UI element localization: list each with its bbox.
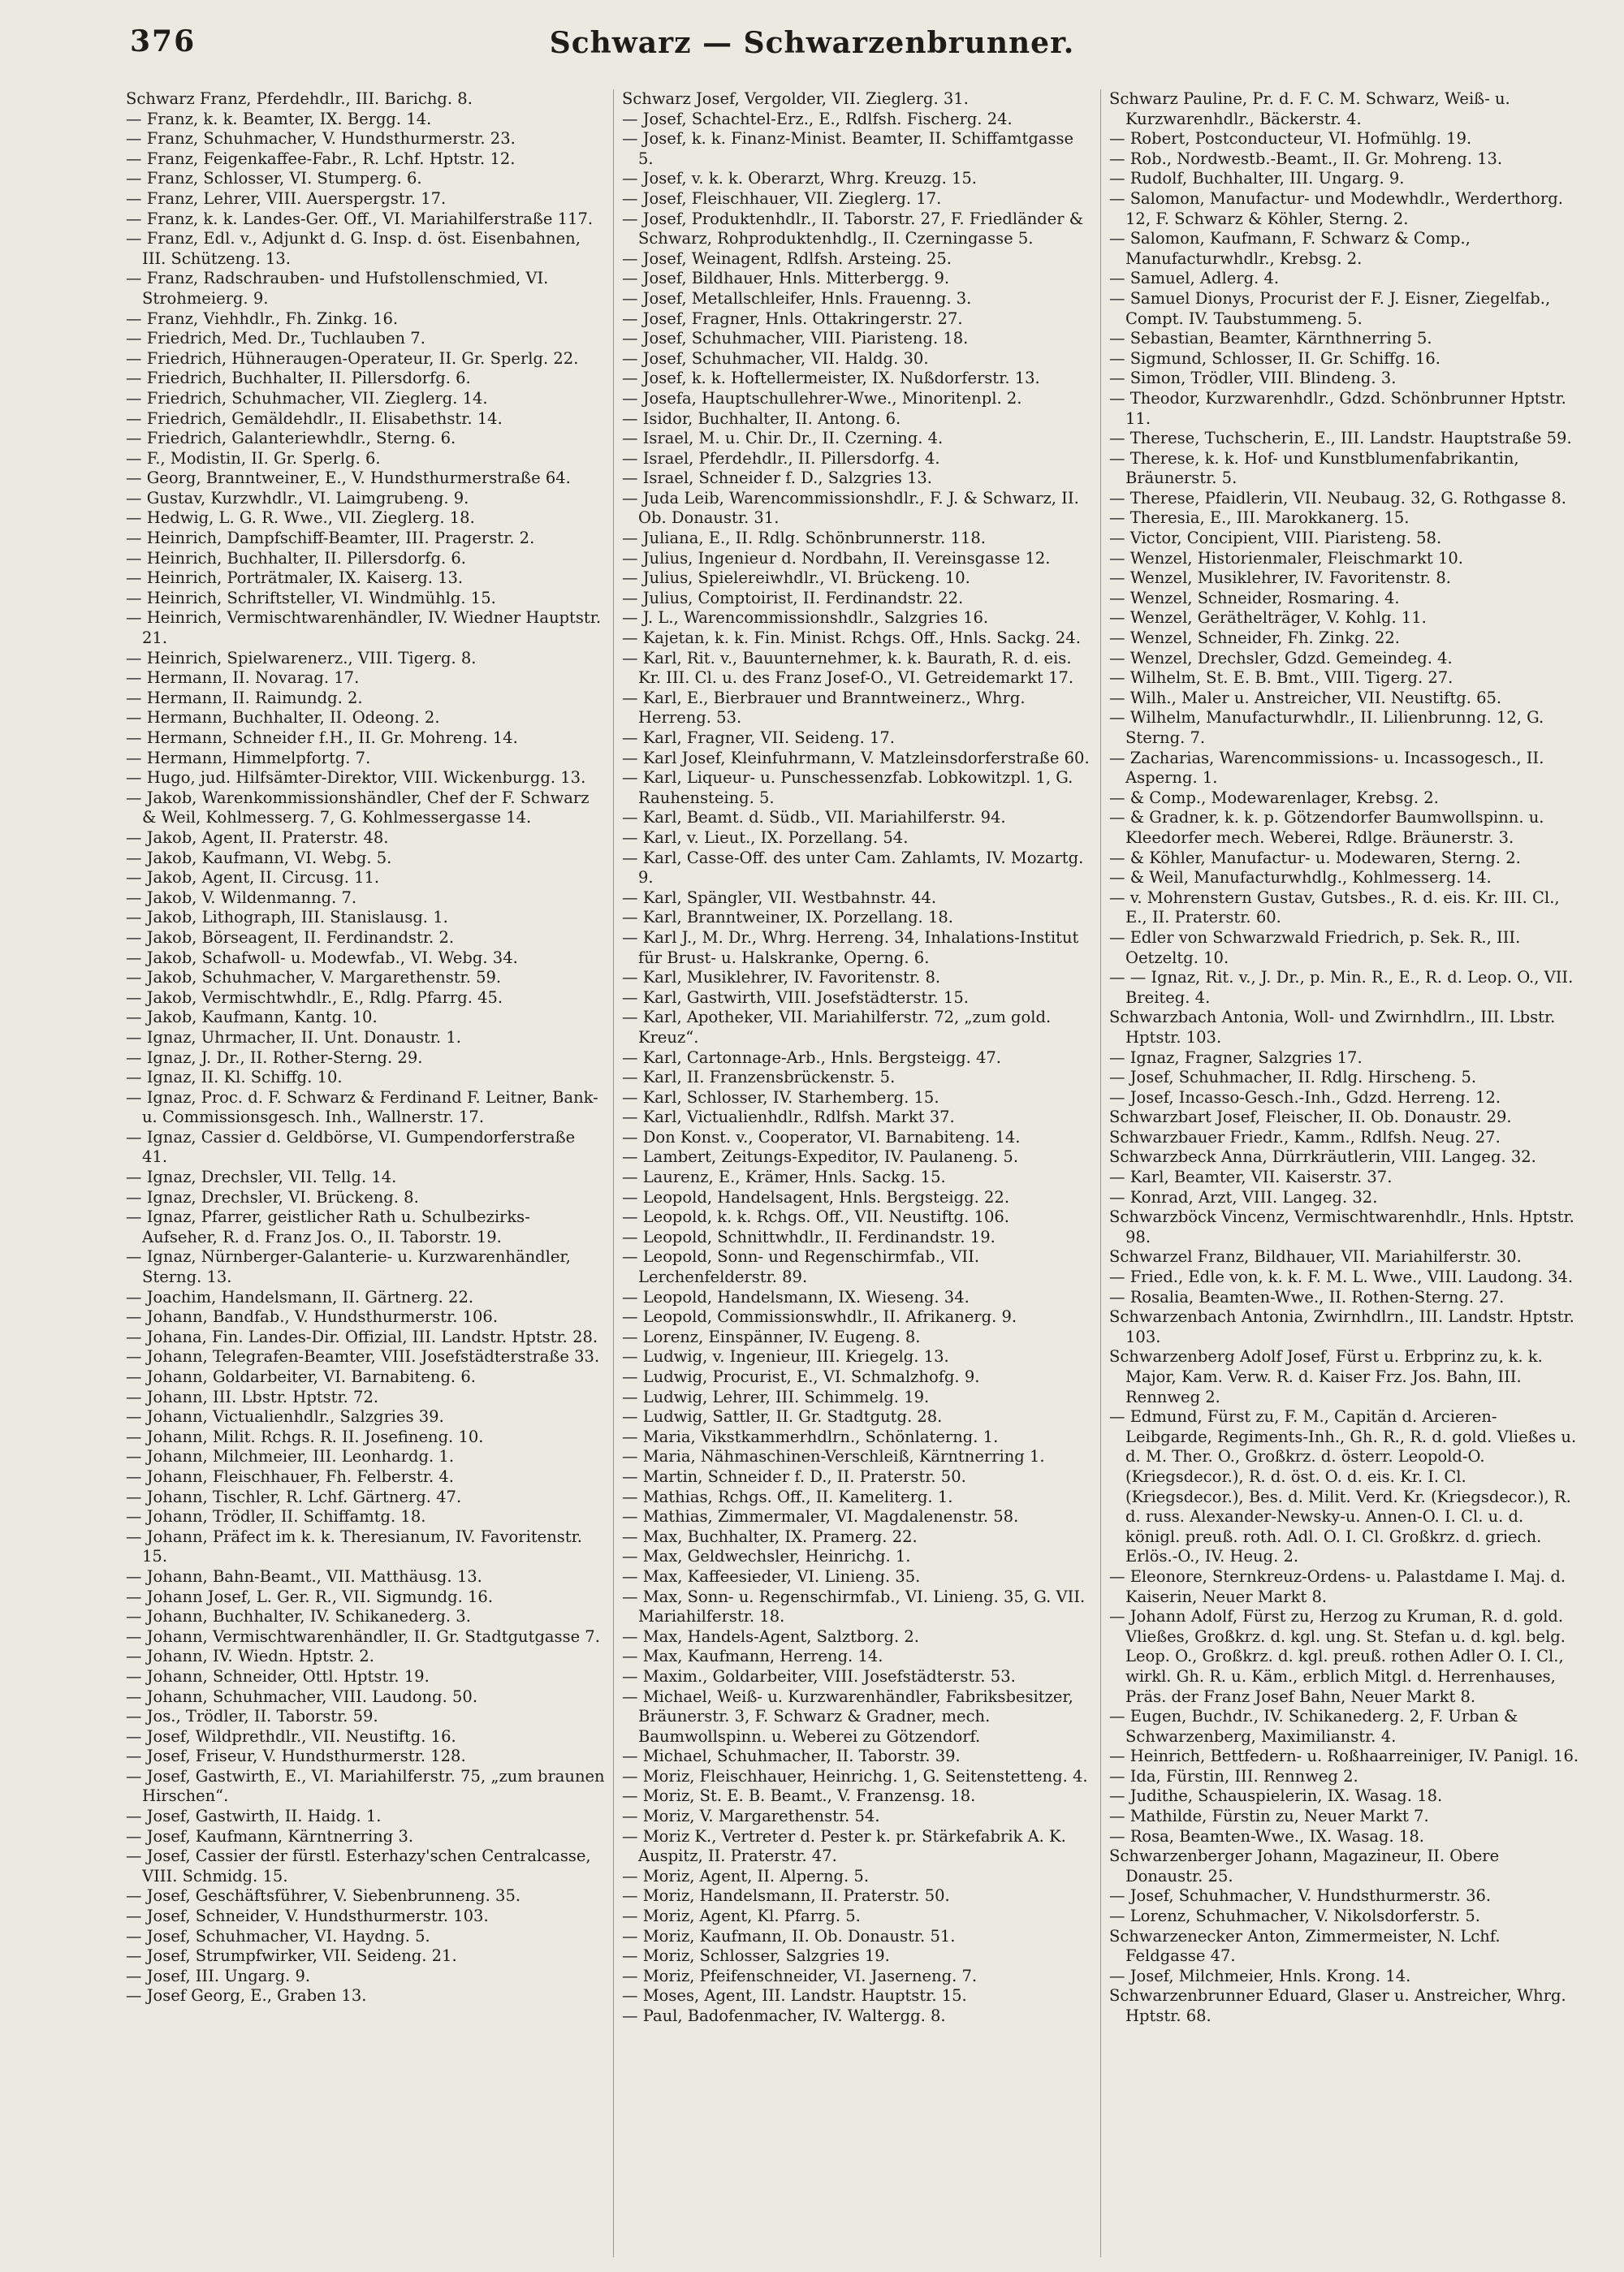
directory-entry: — Mathias, Zimmermaler, VI. Magdalenenstr. 58. (622, 1507, 1019, 1527)
directory-entry: — Jakob, Warenkommissionshändler, Chef der F. Schwarz & Weil, Kohlmesserg. 7, G. Kohlmessergasse 14. (126, 788, 590, 827)
directory-entry: — Moses, Agent, III. Landstr. Hauptstr. 15. (622, 1986, 967, 2006)
directory-entry: — Hermann, Schneider f.H., II. Gr. Mohreng. 14. (126, 728, 518, 747)
directory-entry: — Josef, Milchmeier, Hnls. Krong. 14. (1109, 1966, 1411, 1985)
directory-entry: — Josef, Fleischhauer, VII. Zieglerg. 17. (622, 188, 942, 208)
directory-entry: — & Weil, Manufacturwhdlg., Kohlmesserg. 14. (1109, 868, 1492, 888)
directory-entry: — Samuel, Adlerg. 4. (1109, 269, 1280, 288)
directory-entry: — Jakob, Börseagent, II. Ferdinandstr. 2. (126, 927, 455, 947)
directory-entry: — Therese, Tuchscherin, E., III. Landstr. Hauptstraße 59. (1109, 429, 1572, 448)
directory-entry: — Karl, Schlosser, IV. Starhemberg. 15. (622, 1087, 939, 1107)
directory-entry: — Fried., Edle von, k. k. F. M. L. Wwe., VIII. Laudong. 34. (1109, 1268, 1574, 1287)
directory-entry: — Moriz, Fleischhauer, Heinrichg. 1, G. Seitenstetteng. 4. (622, 1766, 1088, 1786)
directory-entry: — Simon, Trödler, VIII. Blindeng. 3. (1109, 369, 1397, 388)
directory-entry: — Ignaz, J. Dr., II. Rother-Sterng. 29. (126, 1047, 423, 1067)
directory-entry: — & Gradner, k. k. p. Götzendorfer Baumwollspinn. u. Kleedorfer mech. Weberei, Rdlge. Bräunerstr. 3. (1109, 808, 1544, 847)
directory-entry: — Johann, Bandfab., V. Hundsthurmerstr. 106. (126, 1307, 499, 1327)
directory-entry: — Lorenz, Einspänner, IV. Eugeng. 8. (622, 1327, 921, 1346)
directory-entry: — Josef, Gastwirth, II. Haidg. 1. (126, 1807, 382, 1826)
directory-entry: — Michael, Schuhmacher, II. Taborstr. 39. (622, 1747, 961, 1766)
directory-entry: — Kajetan, k. k. Fin. Minist. Rchgs. Off., Hnls. Sackg. 24. (622, 628, 1081, 648)
directory-entry: — Karl, Spängler, VII. Westbahnstr. 44. (622, 888, 937, 907)
directory-entry: Schwarzenbach Antonia, Zwirnhdlrn., III. Landstr. Hptstr. 103. (1109, 1307, 1574, 1346)
directory-entry: — Sigmund, Schlosser, II. Gr. Schiffg. 16. (1109, 348, 1440, 368)
directory-entry: — Johann, Milit. Rchgs. R. II. Josefineng. 10. (126, 1427, 484, 1446)
directory-entry: — Moriz, Agent, Kl. Pfarrg. 5. (622, 1907, 861, 1926)
directory-entry: — Johann, Tischler, R. Lchf. Gärtnerg. 47. (126, 1487, 462, 1506)
directory-entry: — Robert, Postconducteur, VI. Hofmühlg. 19. (1109, 129, 1472, 149)
directory-entry: — Laurenz, E., Krämer, Hnls. Sackg. 15. (622, 1168, 946, 1187)
directory-entry: — Franz, Viehhdlr., Fh. Zinkg. 16. (126, 309, 399, 328)
directory-entry: — Josef, Incasso-Gesch.-Inh., Gdzd. Herreng. 12. (1109, 1087, 1501, 1107)
directory-entry: — Jakob, Vermischtwhdlr., E., Rdlg. Pfarrg. 45. (126, 987, 503, 1007)
directory-entry: — Johana, Fin. Landes-Dir. Offizial, III. Landstr. Hptstr. 28. (126, 1327, 598, 1346)
directory-entry: — Wenzel, Musiklehrer, IV. Favoritenstr. 8. (1109, 568, 1451, 588)
directory-entry: — Johann, Bahn-Beamt., VII. Matthäusg. 13. (126, 1566, 482, 1586)
directory-entry: — Wenzel, Historienmaler, Fleischmarkt 10. (1109, 548, 1463, 568)
directory-entry: — Therese, k. k. Hof- und Kunstblumenfabrikantin, Bräunerstr. 5. (1109, 448, 1519, 488)
directory-entry: — Maria, Nähmaschinen-Verschleiß, Kärntnerring 1. (622, 1447, 1045, 1466)
directory-entry: — Karl, v. Lieut., IX. Porzellang. 54. (622, 827, 909, 847)
directory-entry: — Josef, Kaufmann, Kärntnerring 3. (126, 1826, 414, 1846)
directory-entry: — Rosa, Beamten-Wwe., IX. Wasag. 18. (1109, 1826, 1424, 1846)
directory-entry: — Moriz, Schlosser, Salzgries 19. (622, 1946, 890, 1966)
directory-entry: — Franz, Feigenkaffee-Fabr., R. Lchf. Hptstr. 12. (126, 149, 516, 168)
directory-entry: — Heinrich, Bettfedern- u. Roßhaarreiniger, IV. Panigl. 16. (1109, 1747, 1579, 1766)
directory-entry: — Karl J., M. Dr., Whrg. Herreng. 34, Inhalations-Institut für Brust- u. Halskranke, Operng. 6. (622, 927, 1079, 967)
directory-entry: — Johann, Präfect im k. k. Theresianum, IV. Favoritenstr. 15. (126, 1527, 583, 1566)
directory-entry: — Franz, Schlosser, VI. Stumperg. 6. (126, 169, 422, 188)
directory-entry: — Josefa, Hauptschullehrer-Wwe., Minoritenpl. 2. (622, 388, 1022, 408)
directory-entry: — — Ignaz, Rit. v., J. Dr., p. Min. R., E., R. d. Leop. O., VII. Breiteg. 4. (1109, 968, 1574, 1007)
directory-entry: — Ignaz, Proc. d. F. Schwarz & Ferdinand F. Leitner, Bank- u. Commissionsgesch. Inh., Wallnerstr. 17. (126, 1087, 598, 1127)
directory-entry: — Johann, Milchmeier, III. Leonhardg. 1. (126, 1447, 455, 1466)
directory-entry: — Johann, Buchhalter, IV. Schikanederg. 3. (126, 1607, 471, 1626)
directory-entry: — Hermann, II. Raimundg. 2. (126, 688, 363, 707)
directory-entry: — Ludwig, Sattler, II. Gr. Stadtgutg. 28. (622, 1407, 943, 1427)
directory-entry: Schwarzenecker Anton, Zimmermeister, N. Lchf. Feldgasse 47. (1109, 1926, 1501, 1966)
directory-entry: — Julius, Comptoirist, II. Ferdinandstr. 22. (622, 588, 964, 607)
directory-entry: — Jakob, V. Wildenmanng. 7. (126, 888, 357, 907)
directory-entry: — Judithe, Schauspielerin, IX. Wasag. 18. (1109, 1786, 1443, 1806)
directory-entry: — Friedrich, Galanteriewhdlr., Sterng. 6. (126, 429, 456, 448)
directory-entry: — Karl, Casse-Off. des unter Cam. Zahlamts, IV. Mozartg. 9. (622, 848, 1084, 888)
column-middle (613, 89, 1100, 2257)
directory-entry: — Lorenz, Schuhmacher, V. Nikolsdorferstr. 5. (1109, 1907, 1480, 1926)
directory-entry: — Max, Sonn- u. Regenschirmfab., VI. Linieng. 35, G. VII. Mariahilferstr. 18. (622, 1587, 1086, 1626)
directory-entry: — Moriz, Kaufmann, II. Ob. Donaustr. 51. (622, 1926, 956, 1946)
directory-entry: — Karl, Victualienhdlr., Rdlfsh. Markt 37. (622, 1108, 955, 1127)
directory-entry: — Eleonore, Sternkreuz-Ordens- u. Palastdame I. Maj. d. Kaiserin, Neuer Markt 8. (1109, 1566, 1566, 1606)
directory-entry: Schwarzbart Josef, Fleischer, II. Ob. Donaustr. 29. (1109, 1108, 1512, 1127)
directory-entry: — Moriz, V. Margarethenstr. 54. (622, 1807, 880, 1826)
directory-entry: — Leopold, Sonn- und Regenschirmfab., VII. Lerchenfelderstr. 89. (622, 1247, 980, 1287)
directory-entry: — Johann Josef, L. Ger. R., VII. Sigmundg. 16. (126, 1587, 494, 1606)
directory-entry: — Max, Kaufmann, Herreng. 14. (622, 1647, 883, 1666)
running-head: Schwarz — Schwarzenbrunner. (549, 26, 1075, 60)
directory-entry: — Josef, Schuhmacher, VIII. Piaristeng. 18. (622, 329, 969, 348)
directory-entry: — Josef Georg, E., Graben 13. (126, 1986, 367, 2006)
directory-entry: — Ignaz, Fragner, Salzgries 17. (1109, 1047, 1363, 1067)
directory-entry: — Gustav, Kurzwhdlr., VI. Laimgrubeng. 9. (126, 488, 469, 508)
directory-entry: Schwarzenberger Johann, Magazineur, II. Obere Donaustr. 25. (1109, 1847, 1500, 1885)
directory-entry: — Jakob, Lithograph, III. Stanislausg. 1. (126, 908, 448, 927)
directory-entry: — Karl, Apotheker, VII. Mariahilferstr. 72, „zum gold. Kreuz“. (622, 1008, 1052, 1047)
directory-entry: — Josef, k. k. Hoftellermeister, IX. Nußdorferstr. 13. (622, 369, 1040, 388)
directory-entry: — Heinrich, Porträtmaler, IX. Kaiserg. 13. (126, 568, 464, 588)
directory-entry: — Josef, Schachtel-Erz., E., Rdlfsh. Fischerg. 24. (622, 109, 1013, 128)
directory-entry: — Max, Buchhalter, IX. Pramerg. 22. (622, 1527, 918, 1546)
directory-entry: — Lambert, Zeitungs-Expeditor, IV. Paulaneng. 5. (622, 1147, 1019, 1167)
directory-entry: — Johann, Schneider, Ottl. Hptstr. 19. (126, 1666, 430, 1686)
directory-entry: — Karl, II. Franzensbrückenstr. 5. (622, 1068, 896, 1087)
directory-entry: Schwarzböck Vincenz, Vermischtwarenhdlr., Hnls. Hptstr. 98. (1109, 1207, 1574, 1246)
directory-entry: — Ludwig, Procurist, E., VI. Schmalzhofg. 9. (622, 1367, 980, 1386)
directory-entry: — Johann, Schuhmacher, VIII. Laudong. 50. (126, 1687, 478, 1706)
directory-entry: — Victor, Concipient, VIII. Piaristeng. 58. (1109, 529, 1442, 548)
directory-entry: — Leopold, Schnittwhdlr., II. Ferdinandstr. 19. (622, 1227, 996, 1246)
directory-entry: — Edler von Schwarzwald Friedrich, p. Sek. R., III. Oetzeltg. 10. (1109, 927, 1521, 967)
directory-entry: — Wilhelm, Manufacturwhdlr., II. Lilienbrunng. 12, G. Sterng. 7. (1109, 708, 1544, 747)
directory-entry: — Don Konst. v., Cooperator, VI. Barnabiteng. 14. (622, 1127, 1021, 1147)
directory-entry: — Michael, Weiß- u. Kurzwarenhändler, Fabriksbesitzer, Bräunerstr. 3, F. Schwarz & Gradner, mech. Baumwollspinn. u. Weberei zu Götzendorf. (622, 1687, 1073, 1746)
directory-entry: — Franz, Lehrer, VIII. Auerspergstr. 17. (126, 188, 447, 208)
directory-entry: — Heinrich, Spielwarenerz., VIII. Tigerg. 8. (126, 648, 477, 667)
directory-entry: — Johann, III. Lbstr. Hptstr. 72. (126, 1387, 379, 1406)
directory-entry: — Josef, Strumpfwirker, VII. Seideng. 21. (126, 1946, 457, 1966)
directory-entry: — F., Modistin, II. Gr. Sperlg. 6. (126, 448, 381, 468)
directory-entry: — Leopold, Handelsmann, IX. Wieseng. 34. (622, 1287, 970, 1307)
directory-entry: — Rob., Nordwestb.-Beamt., II. Gr. Mohreng. 13. (1109, 149, 1503, 168)
directory-entry: — Karl, Gastwirth, VIII. Josefstädterstr. 15. (622, 987, 969, 1007)
directory-entry: — Jakob, Agent, II. Circusg. 11. (126, 868, 380, 888)
directory-entry: — Josef, Gastwirth, E., VI. Mariahilferstr. 75, „zum braunen Hirschen“. (126, 1766, 605, 1806)
directory-entry: — Jakob, Schafwoll- u. Modewfab., VI. Webg. 34. (126, 948, 518, 967)
directory-entry: — Franz, Radschrauben- und Hufstollenschmied, VI. Strohmeierg. 9. (126, 269, 549, 308)
directory-entry: — Hermann, Buchhalter, II. Odeong. 2. (126, 708, 440, 728)
directory-entry: — Max, Handels-Agent, Salztborg. 2. (622, 1626, 919, 1646)
directory-entry: — Moriz, Pfeifenschneider, VI. Jaserneng. 7. (622, 1966, 978, 1985)
directory-entry: — Friedrich, Gemäldehdlr., II. Elisabethstr. 14. (126, 408, 503, 428)
directory-entry: — Mathilde, Fürstin zu, Neuer Markt 7. (1109, 1807, 1429, 1826)
directory-entry: Schwarzbauer Friedr., Kamm., Rdlfsh. Neug. 27. (1109, 1127, 1501, 1147)
directory-entry: — Johann Adolf, Fürst zu, Herzog zu Kruman, R. d. gold. Vließes, Großkrz. d. kgl. ung. St. Stefan u. d. kgl. belg. Leop. O., Großkrz. d. kgl. preuß. rothen Adler O. I. Cl., wirkl. Gh. R. u. Käm., erblich Mitgl. d. Herrenhauses, Präs. der Franz Josef Bahn, Neuer Markt 8. (1109, 1607, 1566, 1706)
directory-entry: — & Comp., Modewarenlager, Krebsg. 2. (1109, 788, 1439, 807)
directory-entry: — Edmund, Fürst zu, F. M., Capitän d. Arcieren-Leibgarde, Regiments-Inh., Gh. R., R. d. gold. Vließes u. d. M. Ther. O., Großkrz. d. österr. Leopold-O. (Kriegsdecor.), R. d. öst. O. d. eis. Kr. I. Cl. (Kriegsdecor.), Bes. d. Milit. Verd. Kr. (Kriegsdecor.), R. d. russ. Alexander-Newsky-u. Annen-O. I. Cl. u. d. königl. preuß. roth. Adl. O. I. Cl. Großkrz. d. griech. Erlös.-O., IV. Heug. 2. (1109, 1407, 1577, 1566)
directory-entry: — Friedrich, Buchhalter, II. Pillersdorfg. 6. (126, 369, 471, 388)
directory-entry: — Konrad, Arzt, VIII. Langeg. 32. (1109, 1187, 1378, 1207)
directory-entry: — Johann, Victualienhdlr., Salzgries 39. (126, 1407, 444, 1427)
directory-entry: — Franz, k. k. Beamter, IX. Bergg. 14. (126, 109, 432, 128)
directory-entry: — Jakob, Kaufmann, VI. Webg. 5. (126, 848, 392, 867)
directory-entry: — Karl, Cartonnage-Arb., Hnls. Bergsteigg. 47. (622, 1047, 1002, 1067)
directory-entry: — Josef, Schuhmacher, VI. Haydng. 5. (126, 1926, 430, 1946)
directory-entry: — Johann, Trödler, II. Schiffamtg. 18. (126, 1507, 426, 1527)
directory-entry: — Leopold, Handelsagent, Hnls. Bergsteigg. 22. (622, 1187, 1010, 1207)
directory-entry: — Friedrich, Med. Dr., Tuchlauben 7. (126, 329, 425, 348)
directory-entry: — Maria, Vikstkammerhdlrn., Schönlaterng. 1. (622, 1427, 999, 1446)
directory-entry: — Ida, Fürstin, III. Rennweg 2. (1109, 1766, 1358, 1786)
directory-entry: — Hugo, jud. Hilfsämter-Direktor, VIII. Wickenburgg. 13. (126, 768, 586, 788)
directory-entry: — Josef, Geschäftsführer, V. Siebenbrunneng. 35. (126, 1886, 521, 1906)
directory-entry: — Franz, Edl. v., Adjunkt d. G. Insp. d. öst. Eisenbahnen, III. Schützeng. 13. (126, 229, 581, 268)
directory-entry: Schwarzel Franz, Bildhauer, VII. Mariahilferstr. 30. (1109, 1247, 1522, 1267)
directory-entry: — Hedwig, L. G. R. Wwe., VII. Zieglerg. 18. (126, 508, 475, 528)
directory-entry: — Josef, Fragner, Hnls. Ottakringerstr. 27. (622, 309, 963, 328)
directory-entry: — Therese, Pfaidlerin, VII. Neubaug. 32, G. Rothgasse 8. (1109, 488, 1566, 508)
directory-entry: — Josef, Schuhmacher, II. Rdlg. Hirscheng. 5. (1109, 1068, 1477, 1087)
directory-entry: Schwarzbach Antonia, Woll- und Zwirnhdlrn., III. Lbstr. Hptstr. 103. (1109, 1008, 1556, 1047)
directory-entry: — Friedrich, Schuhmacher, VII. Zieglerg. 14. (126, 388, 488, 408)
directory-entry: — Leopold, Commissionswhdlr., II. Afrikanerg. 9. (622, 1307, 1017, 1327)
directory-entry: — Zacharias, Warencommissions- u. Incassogesch., II. Asperng. 1. (1109, 748, 1544, 788)
directory-entry: — Sebastian, Beamter, Kärnthnerring 5. (1109, 329, 1432, 348)
directory-entry: — Ludwig, v. Ingenieur, III. Kriegelg. 13. (622, 1347, 949, 1367)
directory-entry: — Max, Geldwechsler, Heinrichg. 1. (622, 1547, 911, 1566)
directory-entry: — Wenzel, Drechsler, Gdzd. Gemeindeg. 4. (1109, 648, 1453, 667)
directory-entry: — Heinrich, Buchhalter, II. Pillersdorfg. 6. (126, 548, 466, 568)
directory-entry: — Jakob, Kaufmann, Kantg. 10. (126, 1008, 378, 1027)
directory-entry: — Moriz, St. E. B. Beamt., V. Franzensg. 18. (622, 1786, 976, 1806)
directory-entry: — Moriz, Agent, II. Alperng. 5. (622, 1866, 870, 1885)
page-number: 376 (130, 24, 197, 58)
directory-entry: — Ignaz, Nürnberger-Galanterie- u. Kurzwarenhändler, Sterng. 13. (126, 1247, 571, 1287)
directory-entry: — Salomon, Manufactur- und Modewhdlr., Werderthorg. 12, F. Schwarz & Köhler, Sterng. 2. (1109, 188, 1563, 228)
directory-entry: — Theodor, Kurzwarenhdlr., Gdzd. Schönbrunner Hptstr. 11. (1109, 388, 1566, 428)
directory-entry: — Moriz, Handelsmann, II. Praterstr. 50. (622, 1886, 950, 1906)
directory-entry: — Josef, Wildprethdlr., VII. Neustiftg. 16. (126, 1726, 456, 1746)
directory-entry: Schwarzbeck Anna, Dürrkräutlerin, VIII. Langeg. 32. (1109, 1147, 1536, 1167)
directory-entry: — Joachim, Handelsmann, II. Gärtnerg. 22. (126, 1287, 474, 1307)
directory-entry: — Karl, Rit. v., Bauunternehmer, k. k. Baurath, R. d. eis. Kr. III. Cl. u. des Franz Josef-O., VI. Getreidemarkt 17. (622, 648, 1074, 688)
directory-entry: — Franz, Schuhmacher, V. Hundsthurmerstr. 23. (126, 129, 516, 149)
directory-entry: — Jakob, Schuhmacher, V. Margarethenstr. 59. (126, 968, 502, 987)
directory-entry: — Juda Leib, Warencommissionshdlr., F. J. & Schwarz, II. Ob. Donaustr. 31. (622, 488, 1079, 528)
directory-entry: — Josef, v. k. k. Oberarzt, Whrg. Kreuzg. 15. (622, 169, 977, 188)
directory-entry: — Hermann, Himmelpfortg. 7. (126, 748, 371, 767)
directory-entry: — Paul, Badofenmacher, IV. Waltergg. 8. (622, 2006, 946, 2025)
directory-entry: — Theresia, E., III. Marokkanerg. 15. (1109, 508, 1410, 528)
directory-entry: — Wilh., Maler u. Anstreicher, VII. Neustiftg. 65. (1109, 688, 1502, 707)
directory-entry: — Johann, Vermischtwarenhändler, II. Gr. Stadtgutgasse 7. (126, 1626, 600, 1646)
directory-entry: — Jos., Trödler, II. Taborstr. 59. (126, 1707, 378, 1726)
directory-entry: — Karl, Liqueur- u. Punschessenzfab. Lobkowitzpl. 1, G. Rauhensteing. 5. (622, 768, 1073, 807)
directory-entry: — Moriz K., Vertreter d. Pester k. pr. Stärkefabrik A. K. Auspitz, II. Praterstr. 47. (622, 1826, 1066, 1866)
directory-entry: — Wenzel, Schneider, Fh. Zinkg. 22. (1109, 628, 1401, 648)
directory-entry: — Salomon, Kaufmann, F. Schwarz & Comp., Manufacturwhdlr., Krebsg. 2. (1109, 229, 1471, 268)
directory-entry: — Karl, Fragner, VII. Seideng. 17. (622, 728, 895, 747)
directory-entry: — Josef, Friseur, V. Hundsthurmerstr. 128. (126, 1747, 466, 1766)
directory-entry: — Johann, Fleischhauer, Fh. Felberstr. 4. (126, 1466, 454, 1486)
directory-entry: — Heinrich, Schriftsteller, VI. Windmühlg. 15. (126, 588, 496, 607)
directory-entry: — Karl, Beamter, VII. Kaiserstr. 37. (1109, 1168, 1393, 1187)
directory-entry: — Ignaz, Cassier d. Geldbörse, VI. Gumpendorferstraße 41. (126, 1127, 576, 1167)
directory-entry: — Ignaz, Uhrmacher, II. Unt. Donaustr. 1. (126, 1027, 461, 1047)
directory-entry: — & Köhler, Manufactur- u. Modewaren, Sterng. 2. (1109, 848, 1521, 867)
directory-entry: — Hermann, II. Novarag. 17. (126, 668, 360, 688)
directory-entry: Schwarz Josef, Vergolder, VII. Zieglerg. 31. (622, 89, 969, 108)
directory-entry: — Israel, Schneider f. D., Salzgries 13. (622, 469, 932, 488)
directory-entry: — Josef, Schuhmacher, V. Hundsthurmerstr. 36. (1109, 1886, 1492, 1906)
directory-entry: — J. L., Warencommissionshdlr., Salzgries 16. (622, 608, 989, 628)
directory-entry: — Josef, Produktenhdlr., II. Taborstr. 27, F. Friedländer & Schwarz, Rohproduktenhdlg., II. Czerningasse 5. (622, 209, 1084, 248)
directory-entry: — Heinrich, Vermischtwarenhändler, IV. Wiedner Hauptstr. 21. (126, 608, 602, 648)
directory-entry: — Julius, Spielereiwhdlr., VI. Brückeng. 10. (622, 568, 970, 588)
directory-entry: — Karl, Musiklehrer, IV. Favoritenstr. 8. (622, 968, 941, 987)
directory-entry: — Israel, M. u. Chir. Dr., II. Czerning. 4. (622, 429, 944, 448)
directory-entry: Schwarz Franz, Pferdehdlr., III. Barichg. 8. (126, 89, 473, 108)
directory-entry: — Ignaz, Drechsler, VII. Tellg. 14. (126, 1168, 397, 1187)
directory-entry: — Johann, IV. Wiedn. Hptstr. 2. (126, 1647, 374, 1666)
directory-entry: — v. Mohrenstern Gustav, Gutsbes., R. d. eis. Kr. III. Cl., E., II. Praterstr. 60. (1109, 888, 1560, 927)
directory-entry: — Josef, Bildhauer, Hnls. Mitterbergg. 9. (622, 269, 950, 288)
directory-entry: — Ludwig, Lehrer, III. Schimmelg. 19. (622, 1387, 930, 1406)
directory-entry: — Ignaz, II. Kl. Schiffg. 10. (126, 1068, 343, 1087)
directory-entry: — Rosalia, Beamten-Wwe., II. Rothen-Sterng. 27. (1109, 1287, 1505, 1307)
directory-entry: — Josef, Metallschleifer, Hnls. Frauenng. 3. (622, 288, 972, 308)
directory-entry: — Josef, Weinagent, Rdlfsh. Arsteing. 25. (622, 248, 952, 268)
directory-entry: — Johann, Goldarbeiter, VI. Barnabiteng. 6. (126, 1367, 476, 1386)
directory-entry: — Wenzel, Geräthelträger, V. Kohlg. 11. (1109, 608, 1427, 628)
directory-entry: — Josef, Cassier der fürstl. Esterhazy'schen Centralcasse, VIII. Schmidg. 15. (126, 1847, 591, 1885)
directory-entry: — Juliana, E., II. Rdlg. Schönbrunnerstr. 118. (622, 529, 986, 548)
directory-entry: Schwarz Pauline, Pr. d. F. C. M. Schwarz, Weiß- u. Kurzwarenhdlr., Bäckerstr. 4. (1109, 89, 1510, 128)
directory-entry: — Rudolf, Buchhalter, III. Ungarg. 9. (1109, 169, 1405, 188)
directory-entry: — Karl, Branntweiner, IX. Porzellang. 18. (622, 908, 953, 927)
directory-entry: — Julius, Ingenieur d. Nordbahn, II. Vereinsgasse 12. (622, 548, 1051, 568)
directory-entry: — Leopold, k. k. Rchgs. Off., VII. Neustiftg. 106. (622, 1207, 1009, 1227)
directory-entry: — Isidor, Buchhalter, II. Antong. 6. (622, 408, 901, 428)
directory-entry: — Josef, III. Ungarg. 9. (126, 1966, 311, 1985)
directory-entry: — Josef, k. k. Finanz-Minist. Beamter, II. Schiffamtgasse 5. (622, 129, 1074, 168)
directory-entry: Schwarzenbrunner Eduard, Glaser u. Anstreicher, Whrg. Hptstr. 68. (1109, 1986, 1566, 2025)
page-header (0, 24, 1624, 65)
directory-entry: — Martin, Schneider f. D., II. Praterstr. 50. (622, 1466, 966, 1486)
column-left (126, 89, 613, 2257)
directory-entry: — Maxim., Goldarbeiter, VIII. Josefstädterstr. 53. (622, 1666, 1016, 1686)
directory-entry: — Eugen, Buchdr., IV. Schikanederg. 2, F. Urban & Schwarzenberg, Maximilianstr. 4. (1109, 1707, 1518, 1746)
directory-entry: — Franz, k. k. Landes-Ger. Off., VI. Mariahilferstraße 117. (126, 209, 594, 228)
directory-entry: — Heinrich, Dampfschiff-Beamter, III. Pragerstr. 2. (126, 529, 535, 548)
directory-entry: — Wilhelm, St. E. B. Bmt., VIII. Tigerg. 27. (1109, 668, 1453, 688)
directory-entry: — Karl, Beamt. d. Südb., VII. Mariahilferstr. 94. (622, 808, 1006, 827)
directory-entry: — Georg, Branntweiner, E., V. Hundsthurmerstraße 64. (126, 469, 571, 488)
directory-entry: — Wenzel, Schneider, Rosmaring. 4. (1109, 588, 1400, 607)
directory-entry: — Johann, Telegrafen-Beamter, VIII. Josefstädterstraße 33. (126, 1347, 600, 1367)
directory-entry: Schwarzenberg Adolf Josef, Fürst u. Erbprinz zu, k. k. Major, Kam. Verw. R. d. Kaiser Frz. Jos. Bahn, III. Rennweg 2. (1109, 1347, 1543, 1406)
directory-entry: — Karl Josef, Kleinfuhrmann, V. Matzleinsdorferstraße 60. (622, 748, 1090, 767)
directory-entry: — Ignaz, Pfarrer, geistlicher Rath u. Schulbezirks-Aufseher, R. d. Franz Jos. O., II. Taborstr. 19. (126, 1207, 530, 1246)
directory-columns (126, 89, 1596, 2257)
directory-entry: — Ignaz, Drechsler, VI. Brückeng. 8. (126, 1187, 419, 1207)
directory-entry: — Israel, Pferdehdlr., II. Pillersdorfg. 4. (622, 448, 940, 468)
column-right (1100, 89, 1587, 2257)
directory-entry: — Friedrich, Hühneraugen-Operateur, II. Gr. Sperlg. 22. (126, 348, 579, 368)
directory-entry: — Samuel Dionys, Procurist der F. J. Eisner, Ziegelfab., Compt. IV. Taubstummeng. 5. (1109, 288, 1551, 328)
directory-entry: — Jakob, Agent, II. Praterstr. 48. (126, 827, 389, 847)
directory-entry: — Karl, E., Bierbrauer und Branntweinerz., Whrg. Herreng. 53. (622, 688, 1026, 728)
directory-entry: — Josef, Schuhmacher, VII. Haldg. 30. (622, 348, 929, 368)
directory-entry: — Mathias, Rchgs. Off., II. Kameliterg. 1. (622, 1487, 953, 1506)
directory-entry: — Josef, Schneider, V. Hundsthurmerstr. 103. (126, 1907, 489, 1926)
directory-entry: — Max, Kaffeesieder, VI. Linieng. 35. (622, 1566, 921, 1586)
